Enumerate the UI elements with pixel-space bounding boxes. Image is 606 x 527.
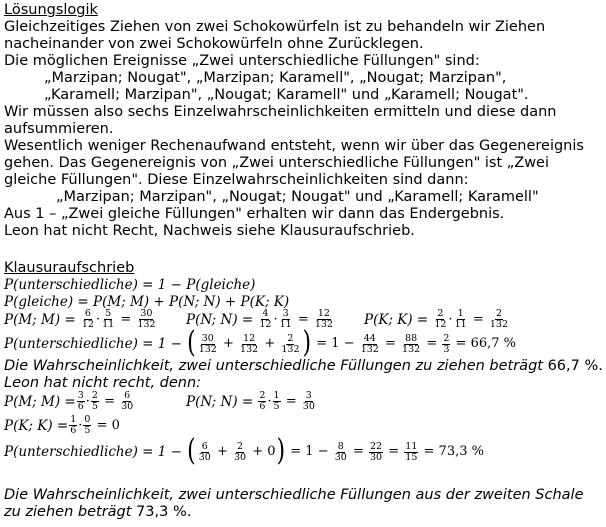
logic-line: Leon hat nicht Recht, Nachweis siehe Klausuraufschrieb. xyxy=(4,223,415,239)
logic-line: Gleichzeitiges Ziehen von zwei Schokowürfeln ist zu behandeln wir Ziehen xyxy=(4,19,546,35)
logic-line: gehen. Das Gegenereignis von „Zwei unterschiedliche Füllungen" ist „Zwei xyxy=(4,155,550,171)
logic-line: Aus 1 – „Zwei gleiche Füllungen" erhalten wir dann das Endergebnis. xyxy=(4,206,505,222)
logic-line: gleiche Füllungen". Diese Einzelwahrscheinlichkeiten sind dann: xyxy=(4,172,469,188)
formula-pnn-2: P(N; N) = $\frac{2}{6}$ · $\frac{1}{5}$ = $\frac{3}{30}$ xyxy=(186,390,315,412)
heading-klausuraufschrieb: Klausuraufschrieb xyxy=(4,260,135,276)
result-2-text-line1: Die Wahrscheinlichkeit, zwei unterschiedliche Füllungen aus der zweiten Schale xyxy=(4,487,584,503)
formula-line: P(unterschiedliche) = 1 − P(gleiche) xyxy=(4,277,256,293)
logic-line: Die möglichen Ereignisse „Zwei unterschiedliche Füllungen" sind: xyxy=(4,53,480,69)
logic-line: Wesentlich weniger Rechenaufwand entsteht, wenn wir über das Gegenereignis xyxy=(4,138,584,154)
formula-punt-1: P(unterschiedliche) = 1 − ( 30 132 + $\frac{12}{132}$ + $\frac{2}{132}$ ) = 1 − $\frac{44}{132}$ = $\frac{88}{132}$ = $\frac{2}{3}$ = 66,7 % xyxy=(4,326,517,361)
formula-punt-2: P(unterschiedliche) = 1 − ( 6 30 + $\frac{2}{30}$ + 0 ) = 1 − $\frac{8}{30}$ = $\frac{22}{30}$ = $\frac{11}{15}$ = 73,3 % xyxy=(4,434,484,469)
formula-pmm: P(M; M) = $\frac{6}{12}$ · $\frac{5}{11}$ = $\frac{30}{132}$ xyxy=(4,308,156,330)
result-1-text: Die Wahrscheinlichkeit, zwei unterschiedliche Füllungen zu ziehen beträgt 66,7 %. xyxy=(4,358,603,374)
formula-pnn: P(N; N) = $\frac{4}{12}$ · $\frac{3}{11}$ = $\frac{12}{132}$ xyxy=(186,308,334,330)
formula-line: P(gleiche) = P(M; M) + P(N; N) + P(K; K) xyxy=(4,294,290,310)
logic-line-indented: „Marzipan; Nougat", „Marzipan; Karamell", „Nougat; Marzipan", xyxy=(44,70,507,86)
logic-line: nacheinander von zwei Schokowürfeln ohne Zurücklegen. xyxy=(4,36,424,52)
result-2-text-line2: zu ziehen beträgt 73,3 %. xyxy=(4,504,192,520)
formula-pmm-2: P(M; M) = $\frac{3}{6}$ · $\frac{2}{5}$ = $\frac{6}{30}$ xyxy=(4,390,134,412)
heading-loesungslogik: Lösungslogik xyxy=(4,2,98,18)
leon-text: Leon hat nicht recht, denn: xyxy=(4,375,202,391)
logic-line-indented: „Marzipan; Marzipan", „Nougat; Nougat" und „Karamell; Karamell" xyxy=(56,189,539,205)
formula-pkk-2: P(K; K) = $\frac{1}{6}$ · $\frac{0}{5}$ = 0 xyxy=(4,414,120,436)
logic-line: Wir müssen also sechs Einzelwahrscheinlichkeiten ermitteln und diese dann xyxy=(4,104,557,120)
logic-line: aufsummieren. xyxy=(4,121,114,137)
logic-line-indented: „Karamell; Marzipan", „Nougat; Karamell" und „Karamell; Nougat". xyxy=(44,87,529,103)
formula-pkk: P(K; K) = $\frac{2}{12}$ · $\frac{1}{11}$ = $\frac{2}{132}$ xyxy=(364,308,509,330)
